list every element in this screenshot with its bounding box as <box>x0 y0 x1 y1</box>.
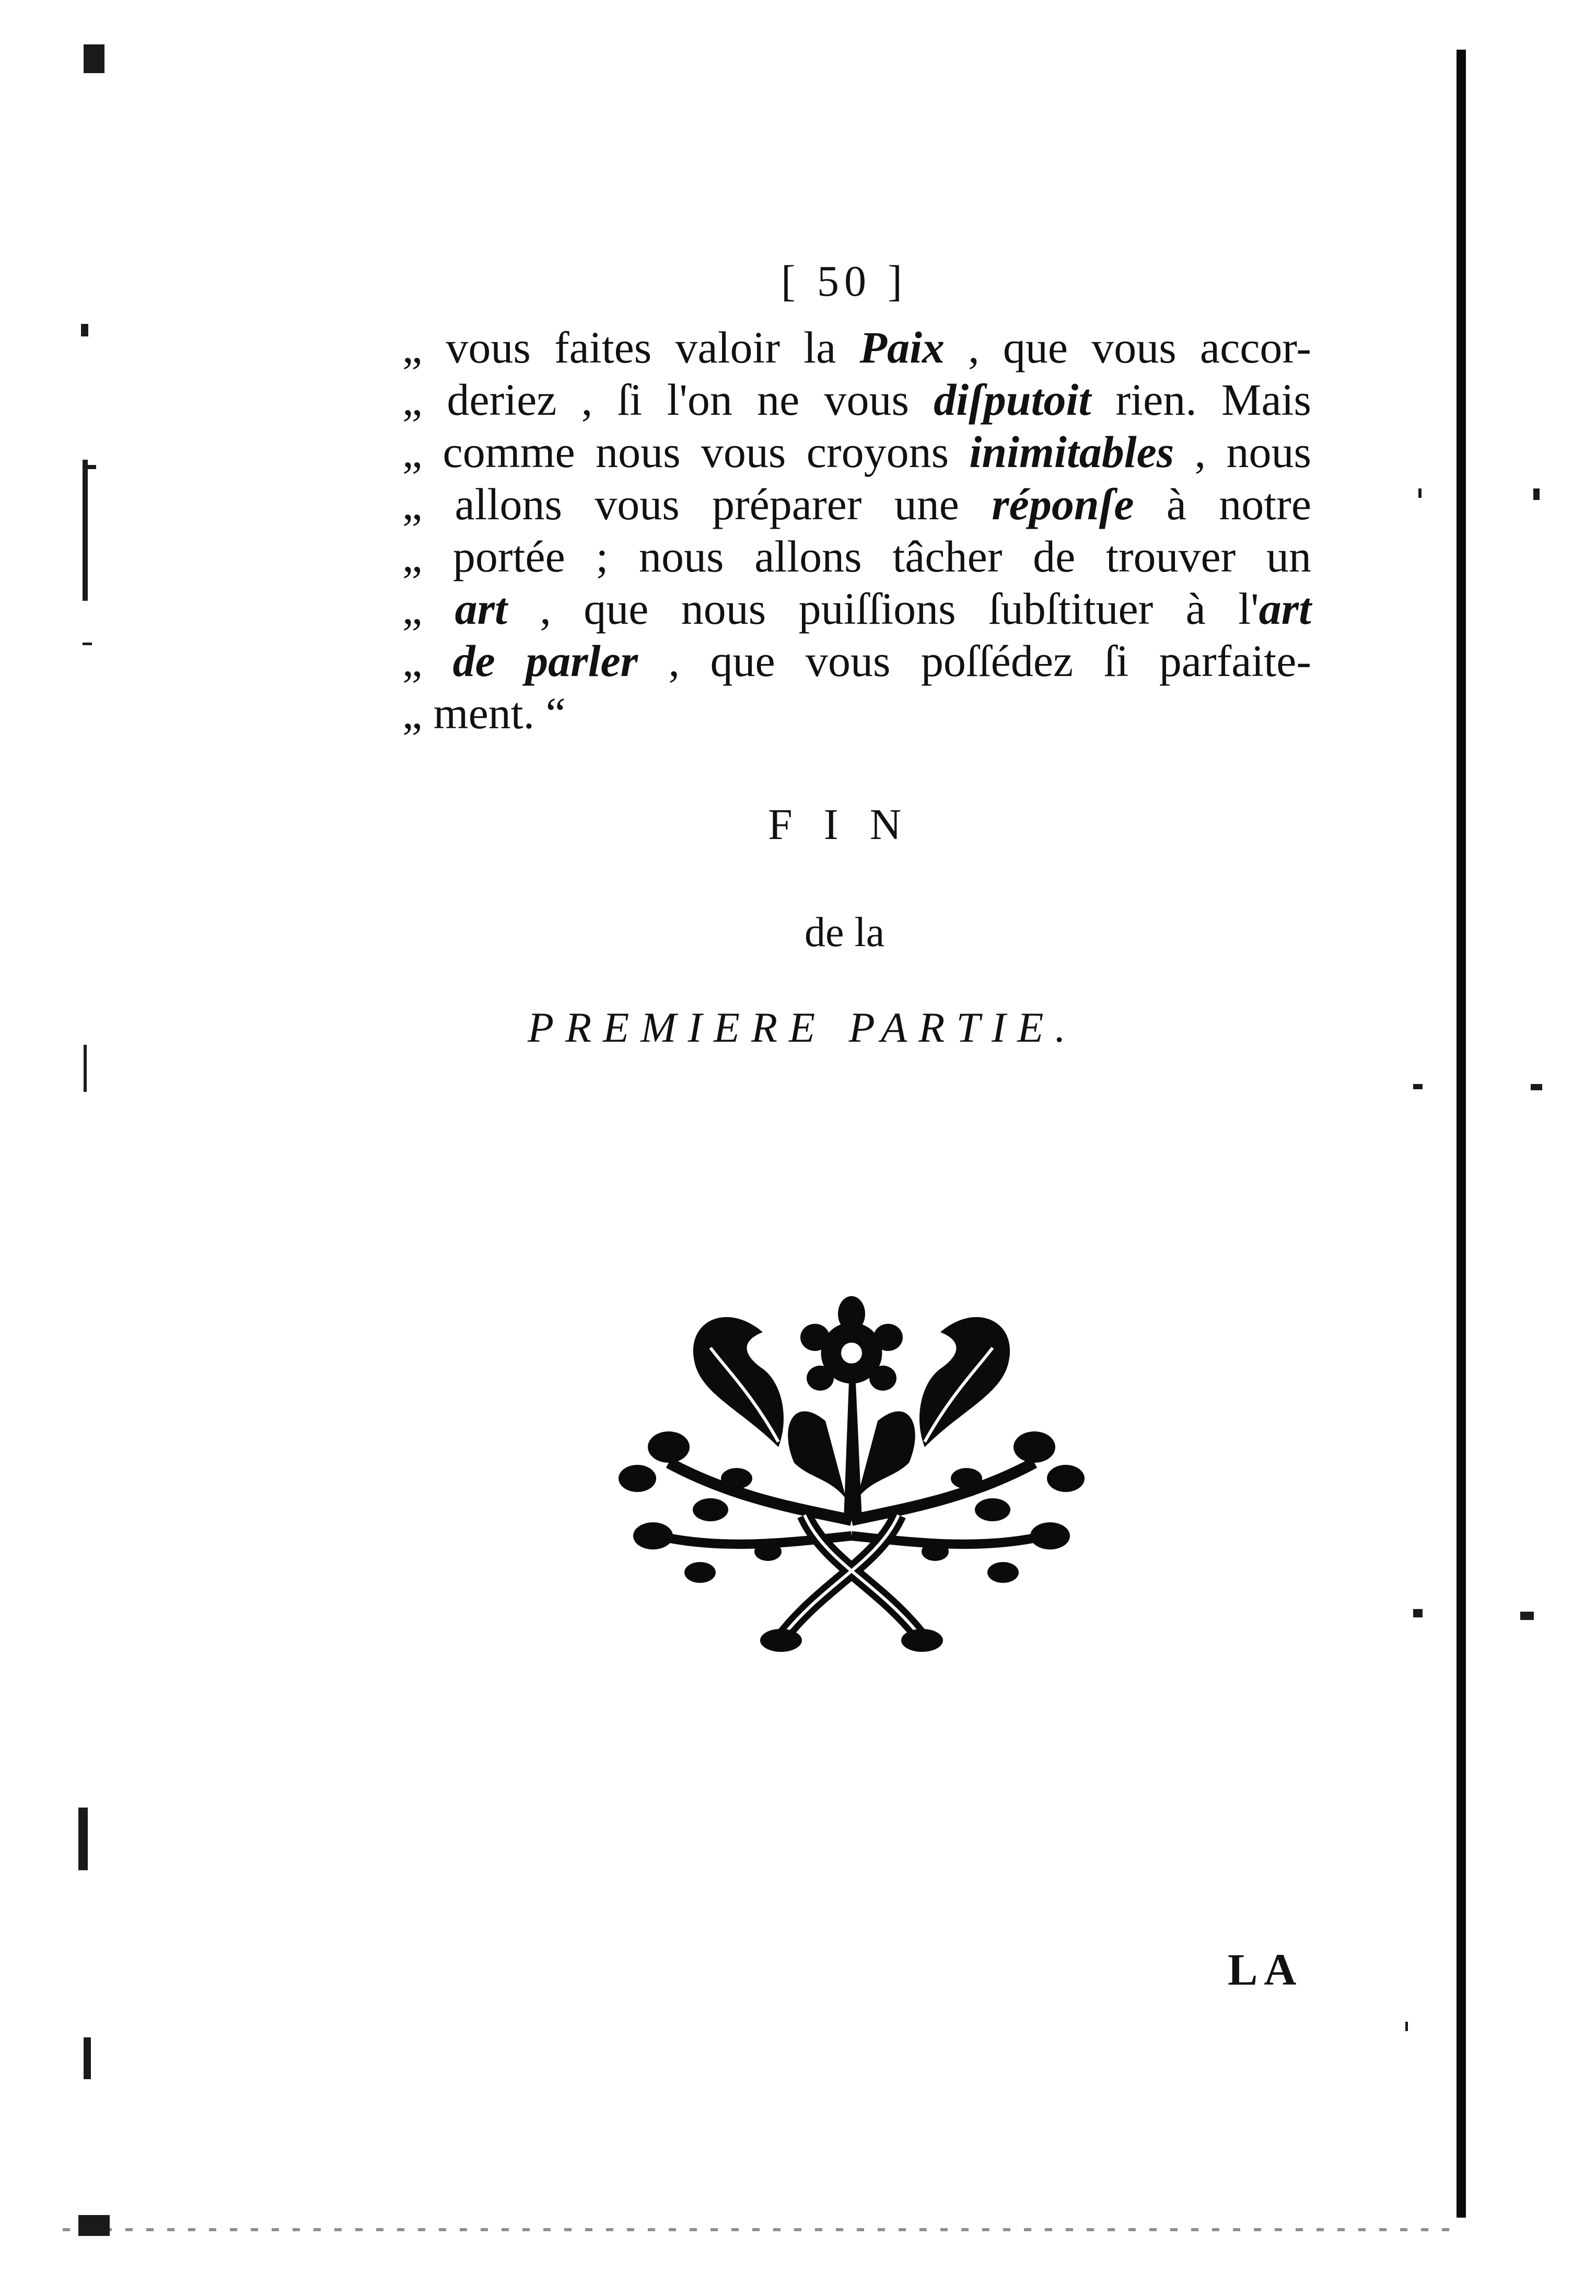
text-run: , que vous accor- <box>944 322 1311 372</box>
text-line <box>402 582 1311 635</box>
text-line <box>402 426 1311 478</box>
floral-ornament-icon <box>606 1290 1097 1666</box>
text-run: „ allons vous préparer une <box>402 479 992 529</box>
text-run: , que vous poſſédez ſi parfaite- <box>638 636 1311 686</box>
text-run: „ deriez , ſi l'on ne vous <box>402 375 934 425</box>
text-run: , nous <box>1174 427 1311 477</box>
page-edge-rule <box>1457 50 1466 2218</box>
text-line <box>402 478 1311 530</box>
text-run: „ comme nous vous croyons <box>402 427 970 477</box>
italic-run: de parler <box>452 636 638 686</box>
text-line <box>402 635 1311 687</box>
catchword: LA <box>1228 1944 1303 1995</box>
part-title: PREMIERE PARTIE. <box>528 1004 1077 1051</box>
text-run: rien. Mais <box>1091 375 1312 425</box>
de-la-text: de la <box>805 910 885 955</box>
text-line <box>402 321 1311 374</box>
text-run: , que nous puiſſions ſubſtituer à l' <box>507 584 1259 634</box>
text-line <box>402 687 1311 739</box>
text-line <box>402 530 1311 582</box>
italic-run: art <box>455 584 507 634</box>
page-number: [ 50 ] <box>781 257 907 306</box>
text-run: „ <box>402 636 453 686</box>
italic-run: inimitables <box>969 427 1174 477</box>
italic-run: Paix <box>859 322 945 372</box>
text-run: „ vous faites valoir la <box>402 322 860 372</box>
text-run: „ <box>402 584 455 634</box>
italic-run: diſputoit <box>934 375 1091 425</box>
italic-run: art <box>1259 584 1311 634</box>
text-run: „ portée ; nous allons tâcher de trouver un <box>402 531 1311 581</box>
text-run: „ ment. “ <box>402 688 566 738</box>
fin-heading: FIN <box>768 800 933 849</box>
italic-run: réponſe <box>992 479 1134 529</box>
text-line <box>402 374 1311 426</box>
text-run: à notre <box>1134 479 1311 529</box>
body-text <box>402 321 1311 739</box>
page-bottom-edge <box>63 2228 1463 2231</box>
